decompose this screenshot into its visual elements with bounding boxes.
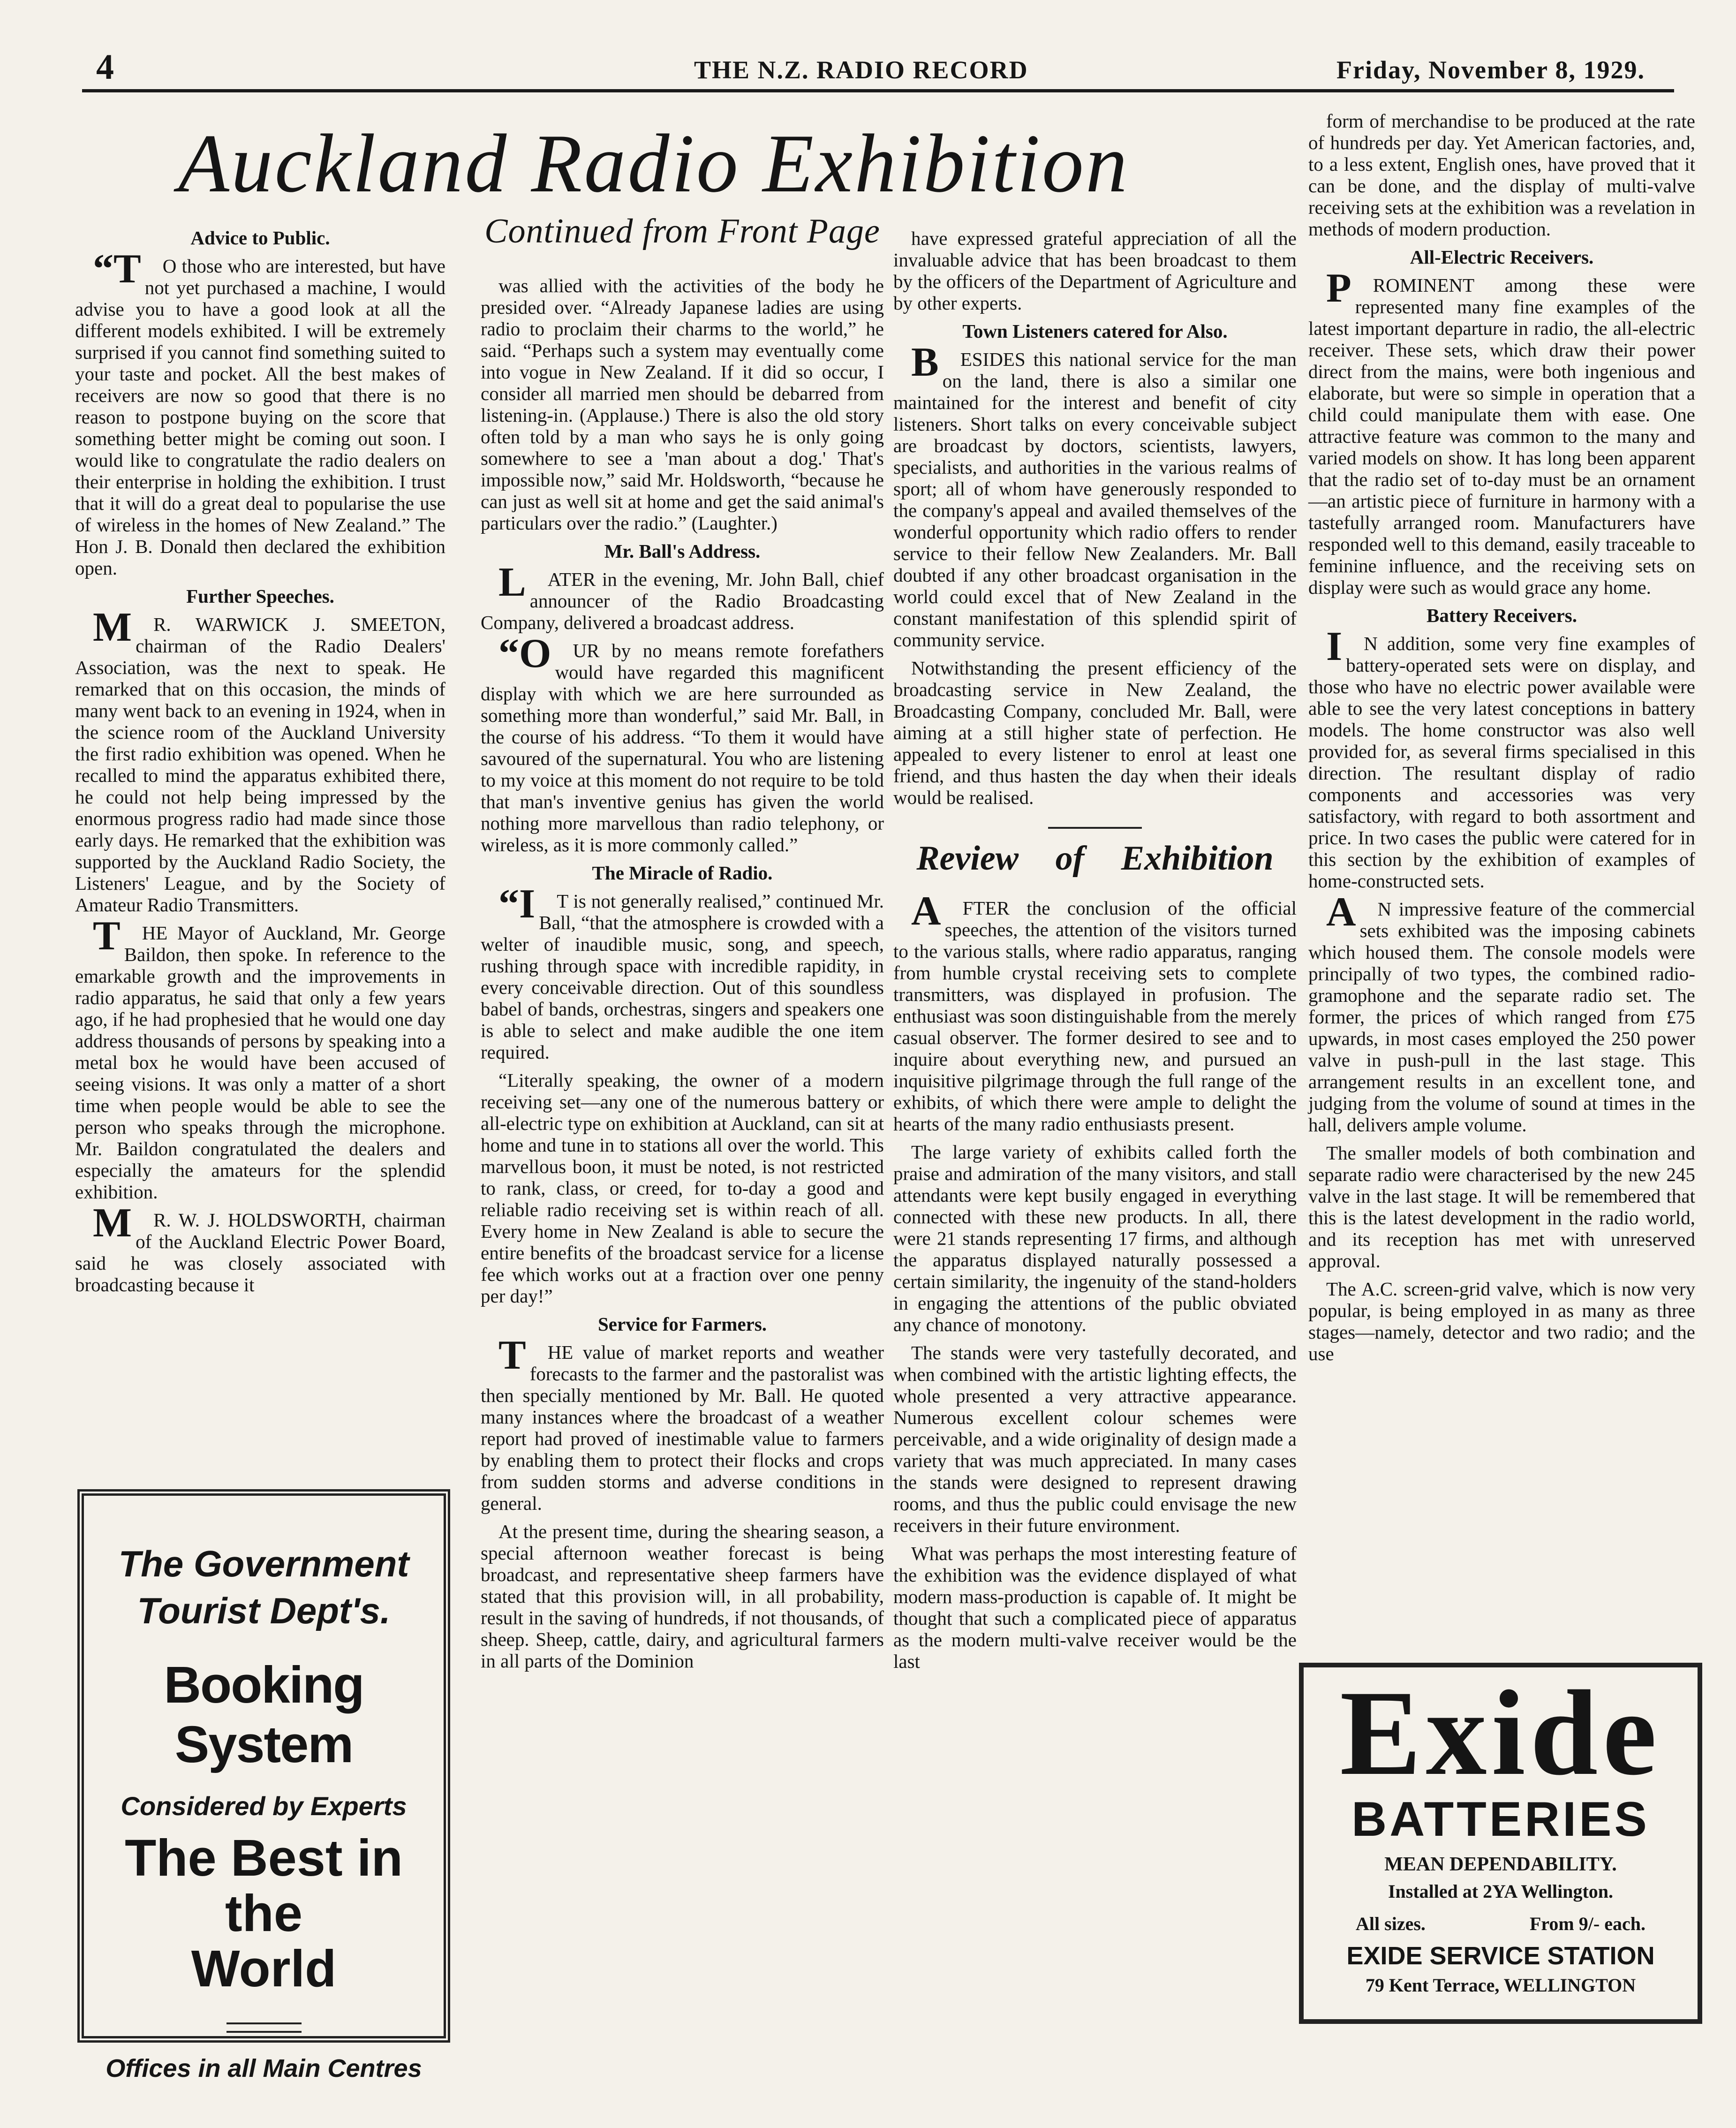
- ad-installed: Installed at 2YA Wellington.: [1388, 1881, 1614, 1902]
- ad-headline: World: [191, 1940, 337, 1998]
- paragraph: AFTER the conclusion of the official speeches, the attention of the visitors turned to the various stalls, where radio apparatus, ranging from humble crystal receiving sets to complete transmitters, was displayed in profusion. The enthusiast was soon distinguishable from the merely casual observer. The former desired to see and to inquire about everything new, and pursued an inquisitive pilgrimage through the full range of the exhibits, of which there were ample to delight the hearts of the many radio enthusiasts present.: [893, 888, 1297, 1135]
- paragraph: BESIDES this national service for the man on the land, there is also a similar one maintained for the interest and benefit of city listeners. Short talks on every conceivable subject are broadcast by doctors, scientists, lawyers, specialists, and authorities in the various realms of sport; all of whom have generously responded to the company's appeal and availed themselves of the wonderful opportunity which radio offers to render service to their fellow New Zealanders. Mr. Ball doubted if any other broadcast organisation in the world could excel that of New Zealand in the constant manifestation of this splendid spirit of community service.: [893, 340, 1297, 651]
- section-heading: Town Listeners catered for Also.: [962, 320, 1228, 342]
- paragraph: “Literally speaking, the owner of a modern receiving set—any one of the numerous battery or all-electric type on exhibition at Auckland, can sit at home and tune in to stations all over the world. This marvellous boon, it must be noted, is not restricted to rank, class, or creed, for to-day a good and reliable radio receiving set is within reach of all. Every home in New Zealand is able to secure the entire benefits of the broadcast service for a license fee which works out at a fraction over one penny per day!”: [481, 1069, 884, 1307]
- ad-line: Considered by Experts: [121, 1791, 407, 1821]
- paragraph: Notwithstanding the present efficiency of the broadcasting service in New Zealand, the Broadcasting Company, concluded Mr. Ball, were aiming at a still higher state of perfection. He appealed to every listener to enrol at least one friend, and thus hasten the day when their ideals would be realised.: [893, 657, 1297, 808]
- page-number: 4: [96, 47, 115, 87]
- ad-address: 79 Kent Terrace, WELLINGTON: [1365, 1975, 1636, 1996]
- headline: Auckland Radio Exhibition: [178, 117, 1129, 210]
- review-heading: Review of Exhibition: [916, 839, 1274, 878]
- paragraph: “IT is not generally realised,” continued Mr. Ball, “that the atmosphere is crowded with a welter of inaudible music, song, and speech, rushing through space with incredible rapidity, in every conceivable direction. Out of this soundless babel of bands, orchestras, singers and speakers one is able to select and make audible the one item required.: [481, 881, 884, 1063]
- paragraph: LATER in the evening, Mr. John Ball, chief announcer of the Radio Broadcasting Company, delivered a broadcast address.: [481, 560, 884, 633]
- ad-headline: Booking System: [164, 1656, 364, 1773]
- section-heading: Battery Receivers.: [1427, 605, 1577, 626]
- publication-title: THE N.Z. RADIO RECORD: [694, 56, 1028, 84]
- ad-footer: Offices in all Main Centres: [106, 2054, 422, 2083]
- ad-price-row: [1304, 1913, 1698, 1935]
- ad-headline: The Best in the: [125, 1829, 403, 1942]
- column-1: [75, 220, 445, 1477]
- section-divider: [1048, 827, 1142, 829]
- section-heading: All-Electric Receivers.: [1410, 246, 1594, 268]
- header-rule: [82, 89, 1674, 92]
- ad-product: BATTERIES: [1351, 1792, 1650, 1847]
- ad-price: From 9/- each.: [1529, 1913, 1645, 1934]
- paragraph: The smaller models of both combination and separate radio were characterised by the new 245 valve in the last stage. It will be remembered that this is the latest development in the radio world, and its reception has met with unreserved approval.: [1308, 1142, 1695, 1272]
- ad-service-station: EXIDE SERVICE STATION: [1346, 1942, 1655, 1970]
- ad-divider: [226, 2022, 302, 2033]
- column-4: [1308, 110, 1695, 1630]
- continued-subhead: Continued from Front Page: [484, 212, 880, 250]
- ad-line: Tourist Dept's.: [137, 1590, 391, 1631]
- paragraph: form of merchandise to be produced at the rate of hundreds per day. Yet American factories, and, to a less extent, English ones, have proved that it can be done, and the display of multi-valve receiving sets at the exhibition was a revelation in methods of modern production.: [1308, 110, 1695, 240]
- paragraph: THE Mayor of Auckland, Mr. George Baildon, then spoke. In reference to the emarkable growth and the improvements in radio apparatus, he said that only a few years ago, if he had prophesied that he would one day address thousands of persons by speaking into a metal box he would have been accused of seeing visions. It was only a matter of a short time when people would be able to see the person who speaks through the microphone. Mr. Baildon congratulated the dealers and especially the amateurs for the splendid exhibition.: [75, 913, 445, 1203]
- paragraph: AN impressive feature of the commercial sets exhibited was the imposing cabinets which housed them. The console models were principally of two types, the combined radio-gramophone and the separate radio set. The former, the prices of which ranged from £75 upwards, in most cases employed the 250 power valve in push-pull in the last stage. This arrangement results in an excellent tone, and judging from the volume of sound at times in the hall, delivers ample volume.: [1308, 889, 1695, 1136]
- paragraph: MR. WARWICK J. SMEETON, chairman of the Radio Dealers' Association, was the next to speak. He remarked that on this occasion, the minds of many went back to an evening in 1924, when in the science room of the Auckland University the first radio exhibition was opened. When he recalled to mind the apparatus exhibited there, he could not help being impressed by the enormous progress radio had made since those early days. He remarked that the exhibition was supported by the Auckland Radio Society, the Listeners' League, and by the Society of Amateur Radio Transmitters.: [75, 605, 445, 916]
- paragraph: The stands were very tastefully decorated, and when combined with the artistic lighting effects, the whole presented a very attractive appearance. Numerous excellent colour schemes were perceivable, and a wide originality of design made a variety that was much appreciated. In many cases the stands were designed to represent drawing rooms, and thus the public could envisage the new receivers in their future environment.: [893, 1342, 1297, 1536]
- paragraph: At the present time, during the shearing season, a special afternoon weather forecast is being broadcast, and representative sheep farmers have stated that this provision will, in all probability, result in the saving of hundreds, if not thousands, of sheep. Sheep, cattle, dairy, and agricultural farmers in all parts of the Dominion: [481, 1521, 884, 1672]
- section-heading: Service for Farmers.: [597, 1313, 767, 1335]
- paragraph: What was perhaps the most interesting feature of the exhibition was the evidence displayed of what modern mass-production is capable of. It might be thought that such a complicated piece of apparatus as the modern multi-valve receiver would be the last: [893, 1543, 1297, 1672]
- ad-tagline: MEAN DEPENDABILITY.: [1384, 1854, 1617, 1875]
- issue-date: Friday, November 8, 1929.: [1336, 56, 1645, 84]
- exide-advertisement: [1299, 1663, 1702, 2024]
- paragraph: IN addition, some very fine examples of battery-operated sets were on display, and those who have no electric power available were able to see the very latest conceptions in battery models. The home constructor was also well provided for, as several firms specialised in this direction. The resultant display of radio components and accessories was very satisfactory, with regard to both assortment and price. In two cases the public were catered for in this section by the exhibition of examples of home-constructed sets.: [1308, 624, 1695, 892]
- paragraph: was allied with the activities of the body he presided over. “Already Japanese ladies are using radio to proclaim their charms to the world,” he said. “Perhaps such a system may eventually come into vogue in New Zealand. If it did so occur, I consider all married men should be debarred from listening-in. (Applause.) There is also the old story often told by a man who says he is only going somewhere to see a 'man about a dog.' That's impossible now,” said Mr. Holdsworth, “because he can just as well sit at home and get the said animal's particulars over the radio.” (Laughter.): [481, 275, 884, 534]
- paragraph: PROMINENT among these were represented many fine examples of the latest important departure in radio, the all-electric receiver. These sets, which draw their power direct from the mains, were both ingenious and elaborate, but were so simple in operation that a child could manipulate them with ease. One attractive feature was common to the many and varied models on show. It has long been apparent that the radio set of to-day must be an ornament—an artistic piece of furniture in harmony with a tastefully arranged room. Manufacturers have responded well to this demand, easily traceable to feminine influence, and the receiving sets on display were such as would grace any home.: [1308, 265, 1695, 598]
- column-2: [481, 212, 884, 2036]
- paragraph: The A.C. screen-grid valve, which is now very popular, is being employed in as many as three stages—namely, detector and two radio; and the use: [1308, 1278, 1695, 1364]
- section-heading: Advice to Public.: [190, 227, 330, 249]
- exide-logo: Exide: [1340, 1666, 1661, 1801]
- section-heading: Mr. Ball's Address.: [604, 540, 761, 562]
- paragraph: MR. W. J. HOLDSWORTH, chairman of the Auckland Electric Power Board, said he was closely associated with broadcasting because it: [75, 1200, 445, 1295]
- ad-line: The Government: [118, 1543, 409, 1584]
- tourist-dept-advertisement: [77, 1489, 450, 2083]
- ad-sizes: All sizes.: [1356, 1913, 1426, 1934]
- paragraph: “TO those who are interested, but have not yet purchased a machine, I would advise you to have a good look at all the different models exhibited. I will be extremely surprised if you cannot find something suited to your taste and pocket. All the best makes of receivers are now so good that there is no reason to postpone buying on the score that something better might be coming out soon. I would like to congratulate the radio dealers on their enterprise in holding the exhibition. I trust that it will do a great deal to popularise the use of wireless in the homes of New Zealand.” The Hon J. B. Donald then declared the exhibition open.: [75, 246, 445, 579]
- paragraph: THE value of market reports and weather forecasts to the farmer and the pastoralist was then specially mentioned by Mr. Ball. He quoted many instances where the broadcast of a weather report had proved of inestimable value to farmers by enabling them to protect their flocks and crops from sudden storms and adverse conditions in general.: [481, 1333, 884, 1514]
- paragraph: have expressed grateful appreciation of all the invaluable advice that has been broadcast to them by the officers of the Department of Agriculture and by other experts.: [893, 227, 1297, 314]
- section-heading: Further Speeches.: [186, 585, 334, 607]
- section-heading: The Miracle of Radio.: [592, 862, 773, 884]
- paragraph: The large variety of exhibits called forth the praise and admiration of the many visitors, and stall attendants were kept busily engaged in everything connected with these new products. In all, there were 21 stands representing 17 firms, and although the apparatus displayed naturally possessed a certain similarity, the ingenuity of the stand-holders in engaging the attentions of the public obviated any chance of monotony.: [893, 1141, 1297, 1335]
- column-3: [893, 227, 1297, 2038]
- paragraph: “OUR by no means remote forefathers would have regarded this magnificent display with which we are here surrounded as something more than wonderful,” said Mr. Ball, in the course of his address. “To them it would have savoured of the supernatural. You who are listening to my voice at this moment do not require to be told that man's inventive genius has given the world nothing more marvellous than radio telephony, or wireless, as it is more commonly called.”: [481, 631, 884, 856]
